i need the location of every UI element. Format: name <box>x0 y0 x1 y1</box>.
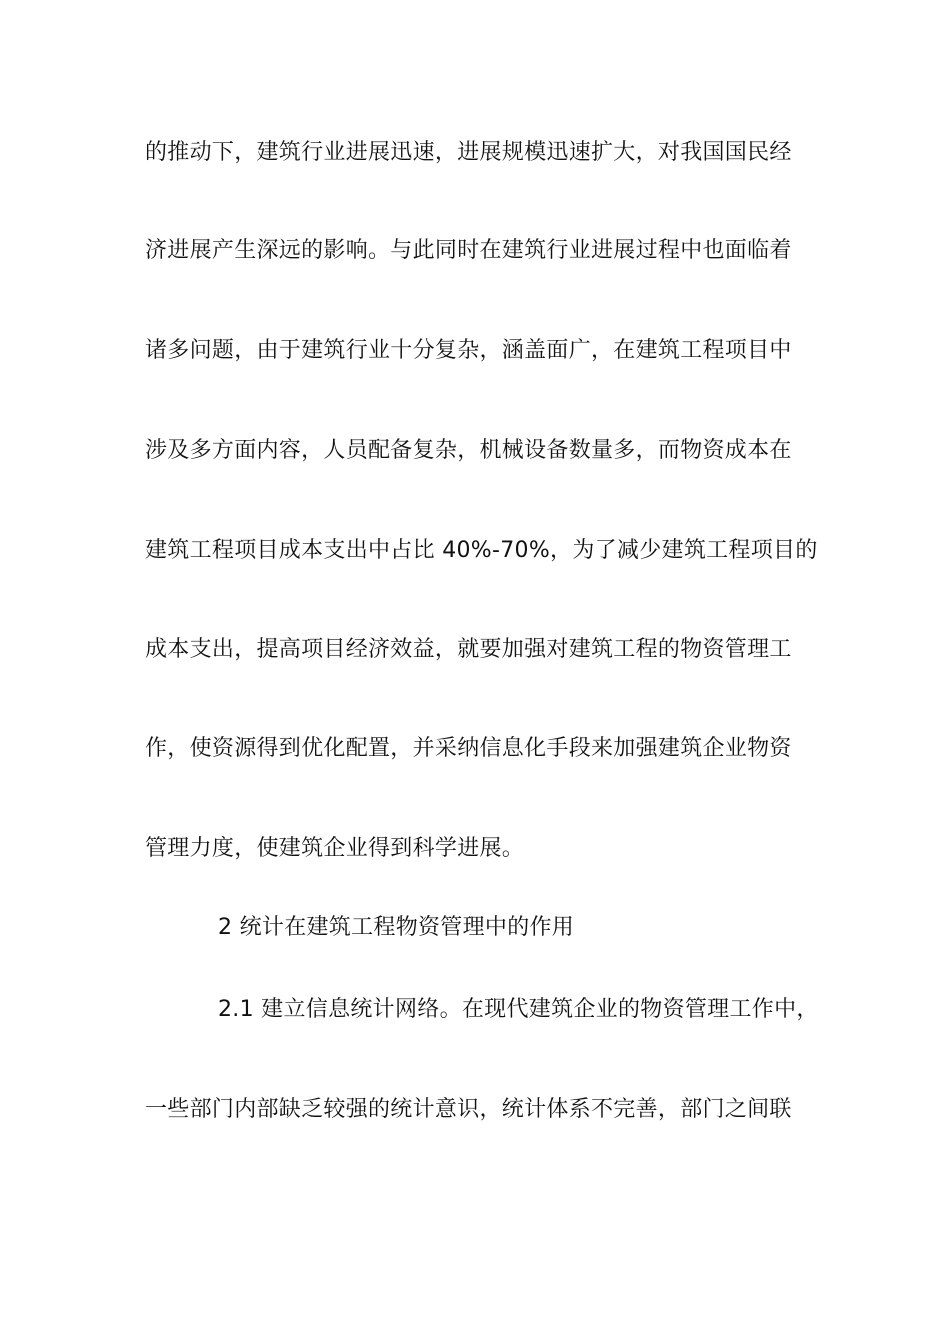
paragraph-line: 一些部门内部缺乏较强的统计意识，统计体系不完善，部门之间联 <box>145 1097 792 1122</box>
paragraph-line: 建筑工程项目成本支出中占比 40%-70%，为了减少建筑工程项目的 <box>145 538 818 563</box>
paragraph-line: 成本支出，提高项目经济效益，就要加强对建筑工程的物资管理工 <box>145 637 792 662</box>
paragraph-line: 涉及多方面内容，人员配备复杂，机械设备数量多，而物资成本在 <box>145 438 792 463</box>
paragraph-line: 作，使资源得到优化配置，并采纳信息化手段来加强建筑企业物资 <box>145 736 792 761</box>
section-heading: 2 统计在建筑工程物资管理中的作用 <box>218 915 575 940</box>
paragraph-line: 管理力度，使建筑企业得到科学进展。 <box>145 836 525 861</box>
paragraph-line: 济进展产生深远的影响。与此同时在建筑行业进展过程中也面临着 <box>145 238 792 263</box>
paragraph-line: 的推动下，建筑行业进展迅速，进展规模迅速扩大，对我国国民经 <box>145 140 792 165</box>
paragraph-line: 诸多问题，由于建筑行业十分复杂，涵盖面广，在建筑工程项目中 <box>145 338 792 363</box>
subsection-line: 2.1 建立信息统计网络。在现代建筑企业的物资管理工作中， <box>218 997 819 1022</box>
